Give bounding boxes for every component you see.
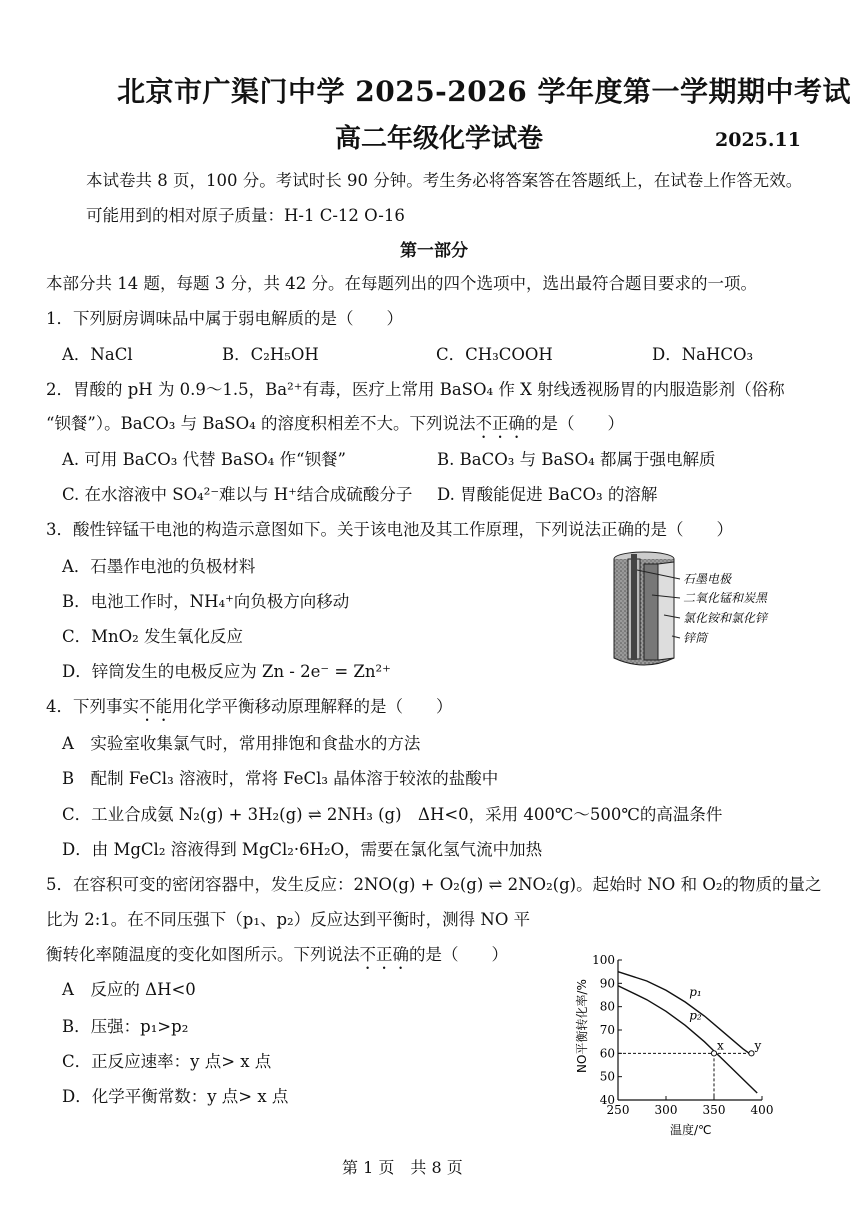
label-nh4cl: 氯化铵和氯化锌 — [683, 611, 768, 625]
q1-stem: 1．下列厨房调味品中属于弱电解质的是（ ） — [46, 309, 403, 328]
chart-xlabel: 温度/℃ — [670, 1123, 712, 1137]
point-label-y: y — [754, 1038, 762, 1053]
q2-stem-2: “钡餐”）。BaCO₃ 与 BaSO₄ 的溶度积相差不大。下列说法不正确的是（ ） — [46, 414, 624, 433]
q4-emphasis: 不能 — [139, 697, 172, 716]
chart-ticks — [592, 953, 773, 1117]
q5-emphasis: 不正确 — [359, 945, 409, 964]
q5-stem-3: 衡转化率随温度的变化如图所示。下列说法不正确的是（ ） — [46, 945, 508, 964]
q4-option-b: B 配制 FeCl₃ 溶液时，常将 FeCl₃ 晶体溶于较浓的盐酸中 — [62, 769, 499, 788]
section-desc: 本部分共 14 题，每题 3 分，共 42 分。在每题列出的四个选项中，选出最符合题目要求的一项。 — [46, 274, 757, 293]
q3-option-b: B．电池工作时，NH₄⁺向负极方向移动 — [62, 592, 350, 611]
no-conversion-chart — [570, 948, 780, 1138]
point-y — [749, 1051, 754, 1056]
q5-stem-1: 5．在容积可变的密闭容器中，发生反应：2NO(g) + O₂(g) ⇌ 2NO₂(g)。起始时 NO 和 O₂的物质的量之 — [46, 875, 822, 894]
y-tick-label: 70 — [599, 1023, 615, 1037]
q5-option-c: C．正反应速率：y 点> x 点 — [62, 1052, 272, 1071]
exam-date: 2025.11 — [715, 129, 801, 151]
q4-option-c: C．工业合成氨 N₂(g) + 3H₂(g) ⇌ 2NH₃ (g) ΔH<0，采用 400℃～500℃的高温条件 — [62, 805, 723, 824]
q5-option-a: A 反应的 ΔH<0 — [62, 980, 196, 999]
y-tick-label: 100 — [592, 953, 615, 967]
q2-stem-1: 2．胃酸的 pH 为 0.9～1.5，Ba²⁺有毒，医疗上常用 BaSO₄ 作 X 射线透视肠胃的内服造影剂（俗称 — [46, 380, 785, 399]
battery-diagram — [608, 550, 788, 672]
label-mno2: 二氧化锰和炭黑 — [683, 591, 768, 605]
q4-stem: 4．下列事实不能用化学平衡移动原理解释的是（ ） — [46, 697, 453, 716]
exam-subtitle: 高二年级化学试卷 — [335, 124, 544, 154]
exam-title: 北京市广渠门中学 2025-2026 学年度第一学期期中考试 — [117, 75, 851, 108]
y-tick-label: 50 — [599, 1069, 615, 1084]
point-x — [711, 1051, 716, 1056]
section-title: 第一部分 — [400, 241, 468, 261]
q1-option-a: A．NaCl — [62, 345, 133, 364]
y-tick-label: 80 — [599, 999, 615, 1014]
series-line-2 — [618, 986, 757, 1093]
q3-option-d: D．锌筒发生的电极反应为 Zn - 2e⁻ = Zn²⁺ — [62, 662, 391, 681]
q5-stem-2: 比为 2:1。在不同压强下（p₁、p₂）反应达到平衡时，测得 NO 平 — [46, 910, 531, 929]
point-label-x: x — [717, 1038, 724, 1053]
series-line-1 — [618, 972, 752, 1056]
q1-option-d: D．NaHCO₃ — [652, 345, 754, 364]
x-tick-label: 350 — [702, 1103, 726, 1117]
q5-option-d: D．化学平衡常数：y 点> x 点 — [62, 1087, 289, 1106]
label-graphite: 石墨电极 — [683, 572, 732, 586]
q2-emphasis: 不正确 — [475, 414, 525, 433]
series-label-1: p₁ — [689, 985, 702, 999]
series-label-2: p₂ — [689, 1008, 702, 1023]
q1-option-c: C．CH₃COOH — [436, 345, 553, 364]
q2-option-c: C. 在水溶液中 SO₄²⁻难以与 H⁺结合成硫酸分子 — [62, 485, 413, 504]
q2-option-d: D. 胃酸能促进 BaCO₃ 的溶解 — [437, 485, 658, 504]
y-tick-label: 40 — [599, 1093, 615, 1107]
x-tick-label: 300 — [654, 1103, 678, 1117]
q4-option-d: D．由 MgCl₂ 溶液得到 MgCl₂·6H₂O，需要在氯化氢气流中加热 — [62, 840, 543, 859]
y-tick-label: 90 — [599, 976, 615, 991]
page-footer: 第 1 页 共 8 页 — [342, 1158, 463, 1177]
intro-line-1: 本试卷共 8 页，100 分。考试时长 90 分钟。考生务必将答案答在答题纸上，在试卷上作答无效。 — [86, 171, 803, 190]
x-tick-label: 400 — [750, 1103, 774, 1117]
chart-points — [618, 1038, 761, 1100]
intro-line-2: 可能用到的相对原子质量：H-1 C-12 O-16 — [86, 206, 405, 225]
y-tick-label: 60 — [599, 1046, 615, 1061]
q3-stem: 3．酸性锌锰干电池的构造示意图如下。关于该电池及其工作原理，下列说法正确的是（ ） — [46, 520, 733, 539]
label-zinc: 锌筒 — [683, 631, 708, 645]
q1-option-b: B．C₂H₅OH — [222, 345, 319, 364]
x-tick-label: 250 — [606, 1103, 630, 1117]
q5-option-b: B．压强：p₁>p₂ — [62, 1017, 189, 1036]
chart-series — [618, 972, 757, 1093]
q2-option-a: A. 可用 BaCO₃ 代替 BaSO₄ 作“钡餐” — [62, 450, 346, 469]
q2-option-b: B. BaCO₃ 与 BaSO₄ 都属于强电解质 — [437, 450, 716, 469]
q4-option-a: A 实验室收集氯气时，常用排饱和食盐水的方法 — [62, 734, 421, 753]
q3-option-a: A．石墨作电池的负极材料 — [62, 557, 256, 576]
q3-option-c: C．MnO₂ 发生氧化反应 — [62, 627, 244, 646]
chart-ylabel: NO平衡转化率/% — [575, 979, 589, 1073]
